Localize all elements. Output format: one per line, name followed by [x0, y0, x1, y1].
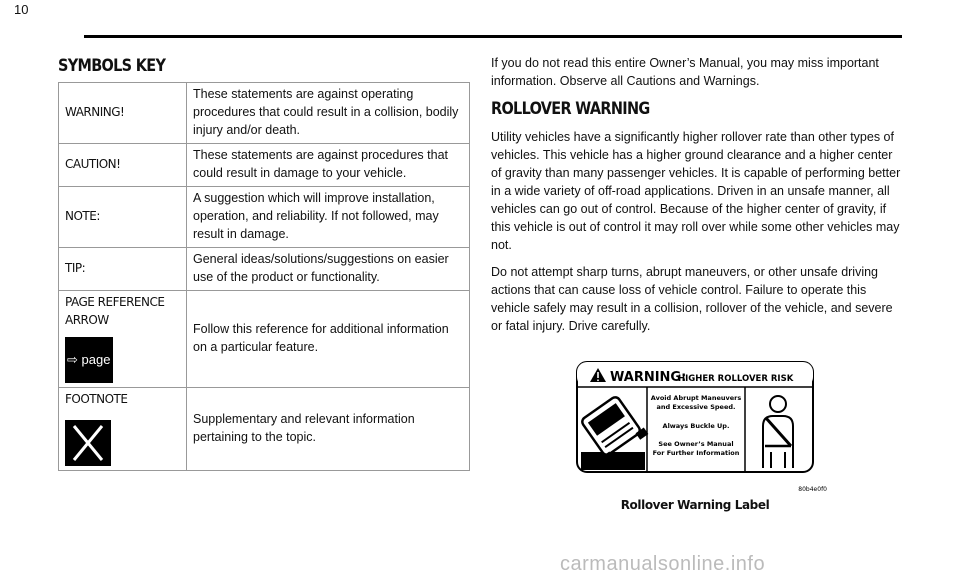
term-note: NOTE:	[65, 209, 100, 223]
symbols-key-section	[58, 56, 470, 76]
label-heading: WARNING:	[610, 370, 687, 385]
label-subheading: HIGHER ROLLOVER RISK	[678, 374, 794, 384]
table-row	[59, 248, 470, 291]
header-rule	[84, 35, 902, 38]
rollover-title: ROLLOVER WARNING	[491, 99, 650, 119]
symbols-table	[58, 82, 470, 471]
description-cell: Follow this reference for additional information on a particular feature.	[187, 291, 470, 388]
page-number: 10	[14, 2, 29, 17]
term-cell	[59, 291, 187, 388]
page-reference-badge	[65, 337, 113, 383]
figure-caption: Rollover Warning Label	[620, 498, 770, 512]
table-row	[59, 291, 470, 388]
label-line-3: Always Buckle Up.	[662, 422, 730, 430]
description-cell: A suggestion which will improve installation, operation, and reliability. If not followed, may result in damage.	[187, 187, 470, 248]
intro-paragraph: If you do not read this entire Owner’s Manual, you may miss important information. Observe all Cautions and Warnings.	[491, 56, 879, 88]
description-cell: Supplementary and relevant information pertaining to the topic.	[187, 388, 470, 471]
term-footnote: FOOTNOTE	[65, 392, 128, 406]
description-cell: General ideas/solutions/suggestions on easier use of the product or functionality.	[187, 248, 470, 291]
term-cell	[59, 388, 187, 471]
rollover-paragraph-1: Utility vehicles have a significantly higher rollover rate than other types of vehicles. This vehicle has a higher ground clearance and a higher center of gravity than many passenger vehicles. It is capable of performing better in a wide variety of off-road applications. Driven in an unsafe manner, all vehicles can go out of control. Because of the higher center of gravity, if this vehicle is out of control it may roll over while some other vehicles may not.	[491, 130, 901, 252]
label-line-4: See Owner’s Manual	[658, 440, 734, 448]
symbols-key-title: SYMBOLS KEY	[58, 56, 166, 76]
label-line-1: Avoid Abrupt Maneuvers	[650, 394, 742, 402]
description-cell: These statements are against operating procedures that could result in a collision, bodily injury and/or death.	[187, 83, 470, 144]
description-cell: These statements are against procedures that could result in damage to your vehicle.	[187, 144, 470, 187]
term-page-reference-arrow: PAGE REFERENCE ARROW	[65, 295, 165, 327]
rollover-paragraph-2: Do not attempt sharp turns, abrupt maneuvers, or other unsafe driving actions that can cause loss of vehicle control. Failure to operate this vehicle safely may result in a collision, rollover of the vehicle, and severe or fatal injury. Drive carefully.	[491, 265, 893, 333]
page-reference-badge-text: ⇨ page	[67, 352, 111, 367]
term-warning: WARNING!	[65, 105, 125, 119]
term-tip: TIP:	[65, 261, 86, 275]
label-code: 80b4e0f0	[798, 486, 827, 493]
rollover-warning-label	[575, 360, 829, 495]
term-cell	[59, 83, 187, 144]
table-row	[59, 388, 470, 471]
table-row	[59, 83, 470, 144]
rollover-vehicle-icon	[577, 390, 648, 470]
label-line-5: For Further Information	[652, 449, 740, 457]
term-cell	[59, 144, 187, 187]
label-line-2: and Excessive Speed.	[656, 403, 736, 411]
term-caution: CAUTION!	[65, 157, 121, 171]
table-row	[59, 144, 470, 187]
footnote-icon	[65, 420, 111, 466]
term-cell	[59, 248, 187, 291]
watermark: carmanualsonline.info	[560, 553, 766, 575]
right-column	[491, 54, 903, 344]
term-cell	[59, 187, 187, 248]
table-row	[59, 187, 470, 248]
